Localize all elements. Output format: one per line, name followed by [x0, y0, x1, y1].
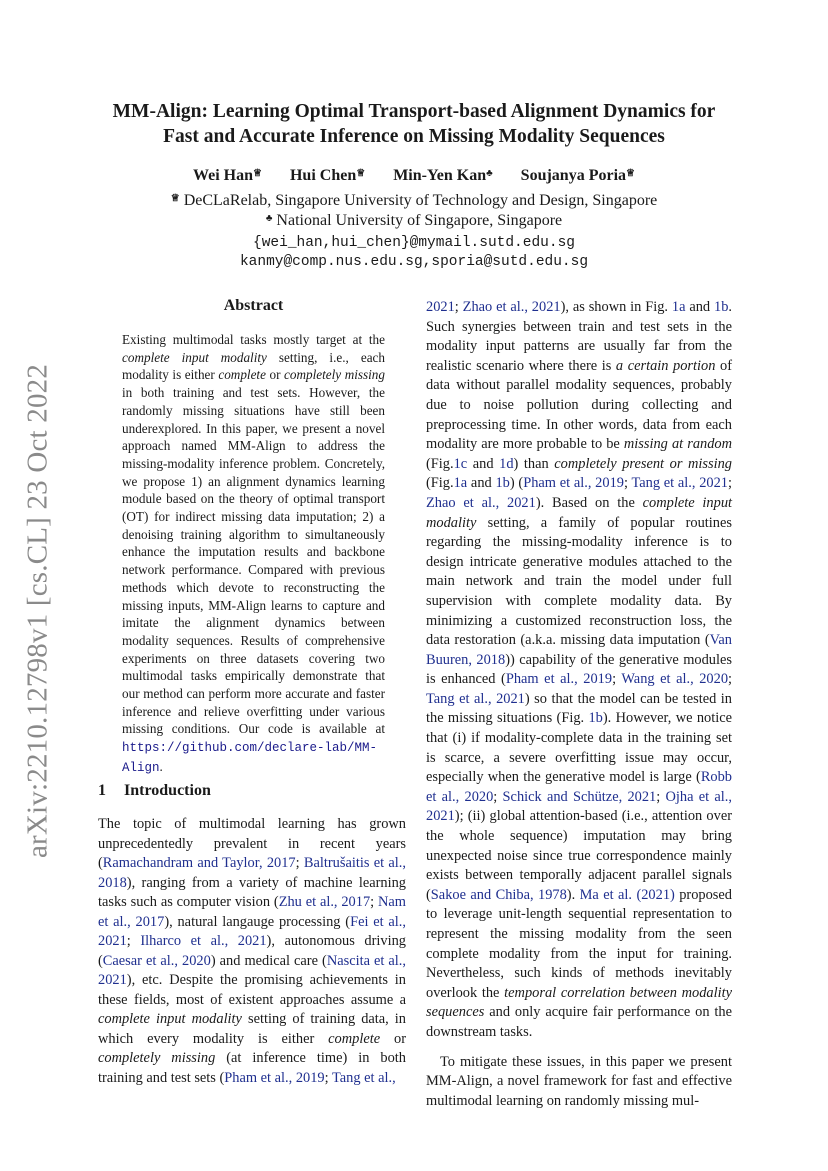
body-text: setting, a family of popular routines regarding the missing-modality inference is to design intricate generative modules attached to the main network and train the model under full supervision with complete modality data. By minimizing a customized reconstruction loss, the data restoration (a.k.a. missing data imputation ( — [426, 514, 732, 649]
body-text: ); (ii) global attention-based (i.e., attention over the whole sequence) imputation may bring unexpected noise since true correspondence mainly exists between temporally adjacent parallel signals ( — [426, 808, 732, 903]
author-affiliation-mark: ♕ — [253, 168, 262, 179]
body-text: and — [685, 299, 715, 315]
body-emphasis: complete input modality — [98, 1011, 242, 1027]
figure-ref-link[interactable]: 1b — [495, 475, 510, 492]
author — [521, 167, 635, 184]
body-emphasis: complete — [328, 1030, 381, 1047]
body-text: or — [380, 1030, 406, 1047]
body-text: (Fig. — [426, 475, 454, 492]
body-emphasis: complete input modality — [426, 494, 733, 531]
author — [290, 167, 365, 184]
citation-link[interactable]: Pham et al., 2019 — [523, 475, 624, 492]
body-text: ; — [295, 855, 304, 871]
abstract-emphasis: complete — [218, 367, 266, 383]
body-text: ), ranging from a variety of machine learning tasks such as computer vision ( — [98, 874, 406, 910]
body-text: ; — [728, 671, 733, 688]
body-emphasis: completely present or missing — [554, 455, 732, 472]
citation-link[interactable]: Pham et al., 2019 — [224, 1069, 325, 1086]
body-emphasis: completely missing — [98, 1050, 216, 1066]
citation-link[interactable]: Pham et al., 2019 — [505, 671, 613, 688]
abstract-emphasis: complete input modality — [122, 349, 267, 365]
citation-link[interactable]: Wang et al., 2020 — [621, 671, 729, 688]
body-text: ), as shown in Fig. — [560, 299, 672, 315]
figure-ref-link[interactable]: 1a — [453, 475, 468, 492]
body-text: )) capability of the generative modules is enhanced ( — [426, 651, 732, 688]
title-line-2: Fast and Accurate Inference on Missing Modality Sequences — [163, 126, 665, 147]
arxiv-sidebar-stamp — [18, 363, 58, 859]
abstract-emphasis: completely missing — [284, 367, 385, 383]
abstract-text: or — [265, 367, 285, 383]
section-heading-introduction — [98, 782, 211, 800]
abstract-text: . — [159, 758, 163, 774]
citation-link[interactable]: Caesar et al., 2020 — [102, 952, 211, 969]
citation-link[interactable]: Van Buuren, 2018 — [426, 632, 732, 668]
author-name: Soujanya Poria — [520, 167, 627, 184]
body-emphasis: a certain portion — [615, 357, 716, 374]
body-text: ). However, we notice that (i) if modality-complete data in the training set is scarce, a severe overfitting issue may occur, especially when the generative model is large ( — [426, 710, 732, 786]
intro-right-column — [426, 298, 732, 1121]
citation-link[interactable]: Baltrušaitis et al., 2018 — [98, 855, 406, 891]
body-text: ). Based on the — [535, 494, 643, 511]
citation-link[interactable]: Robb et al., 2020 — [426, 769, 732, 805]
title-line-1: MM-Align: Learning Optimal Transport-based Alignment Dynamics for — [112, 101, 716, 122]
citation-link[interactable]: Zhao et al., 2021 — [426, 494, 536, 511]
body-text: ; — [612, 671, 622, 688]
citation-link[interactable]: 2021 — [426, 299, 455, 315]
body-text: ) and medical care ( — [210, 952, 327, 969]
body-text: ), autonomous driving ( — [98, 933, 406, 969]
abstract-text: Existing multimodal tasks mostly target at the — [122, 332, 385, 347]
figure-ref-link[interactable]: 1b — [714, 299, 729, 315]
figure-ref-link[interactable]: 1b — [588, 710, 603, 727]
email-line-2: kanmy@comp.nus.edu.sg,sporia@sutd.edu.sg — [239, 254, 589, 270]
author-affiliation-mark: ♣ — [486, 168, 493, 179]
body-text: of data without parallel modality sequences, probably due to noise pollution during collecting and preprocessing time. In other words, data from each modality are more probable to be — [426, 357, 732, 453]
body-text: setting of training data, in which every modality is either — [98, 1011, 406, 1047]
author-affiliation-mark: ♕ — [626, 168, 635, 179]
body-emphasis: missing at random — [623, 436, 732, 453]
body-text: ; — [324, 1069, 332, 1086]
affiliation-mark: ♣ — [265, 213, 273, 224]
paper-title — [95, 99, 733, 149]
body-text: proposed to leverage unit-length sequential representation to represent the missing modality from the seen complete modality from the input for training. Nevertheless, such kinds of methods inevitably overlook the — [426, 886, 732, 1001]
figure-ref-link[interactable]: 1a — [671, 299, 686, 315]
section-title: Introduction — [124, 782, 211, 799]
body-text: ) ( — [509, 475, 524, 492]
citation-link[interactable]: Ojha et al., 2021 — [426, 788, 732, 825]
citation-link[interactable]: Zhu et al., 2017 — [278, 894, 371, 910]
body-emphasis: temporal correlation between modality sequences — [426, 984, 732, 1021]
body-text: The topic of multimodal learning has grown unprecedentedly prevalent in recent years ( — [98, 816, 406, 871]
author-name: Min-Yen Kan — [393, 167, 487, 184]
body-text: ), natural langauge processing ( — [164, 913, 351, 930]
body-text: ) than — [513, 455, 555, 472]
abstract-text: setting, i.e., each modality is either — [122, 349, 385, 383]
citation-link[interactable]: Zhao et al., 2021 — [462, 299, 561, 315]
code-repo-link[interactable]: https://github.com/declare-lab/MM-Align — [122, 741, 378, 775]
author-affiliation-mark: ♕ — [356, 168, 366, 179]
body-text: ; — [623, 475, 632, 492]
citation-link[interactable]: Tang et al., 2021 — [426, 690, 525, 707]
figure-ref-link[interactable]: 1c — [453, 455, 468, 472]
body-text: ; — [728, 475, 732, 492]
citation-link[interactable]: Schick and Schütze, 2021 — [502, 788, 657, 805]
affiliation-text: DeCLaRelab, Singapore University of Technology and Design, Singapore — [183, 192, 658, 209]
body-text: (Fig. — [426, 455, 454, 472]
body-text: ). — [566, 886, 580, 903]
citation-link[interactable]: Ma et al. (2021) — [579, 886, 675, 903]
citation-link[interactable]: Fei et al., 2021 — [98, 913, 406, 949]
body-text: . Such synergies between train and test sets in the modality input patterns are usually far from the realistic scenario where there is — [426, 299, 733, 374]
body-text: ; — [454, 299, 463, 315]
citation-link[interactable]: Ilharco et al., 2021 — [140, 933, 267, 949]
body-text: ), etc. Despite the promising achievements in these fields, most of existent approaches assume a — [98, 972, 406, 1008]
citation-link[interactable]: Nam et al., 2017 — [98, 894, 406, 930]
paragraph — [426, 298, 732, 1043]
author-name: Hui Chen — [289, 167, 357, 184]
figure-ref-link[interactable]: 1d — [499, 455, 514, 472]
author-name: Wei Han — [193, 167, 254, 184]
author — [193, 167, 262, 184]
abstract-heading: Abstract — [223, 297, 284, 314]
body-text: ; — [656, 788, 666, 805]
citation-link[interactable]: Ramachandram and Taylor, 2017 — [102, 855, 296, 871]
author — [393, 167, 492, 184]
email-line-1: {wei_han,hui_chen}@mymail.sutd.edu.sg — [253, 235, 575, 251]
body-text: and — [467, 455, 500, 472]
citation-link[interactable]: Sakoe and Chiba, 1978 — [430, 886, 567, 903]
citation-link[interactable]: Nascita et al., 2021 — [98, 952, 406, 988]
affiliation-mark: ♕ — [170, 193, 180, 204]
body-text: and only acquire fair performance on the downstream tasks. — [426, 1004, 732, 1040]
author-list — [95, 166, 733, 186]
body-text: (at inference time) in both training and test sets ( — [98, 1050, 406, 1086]
abstract-text: in both training and test sets. However, the randomly missing situations have still been underexplored. In this paper, we present a novel approach named MM-Align to address the missing-modality inference problem. Concretely, we propose 1) an alignment dynamics learning module based on the theory of optimal transport (OT) for indirect missing data imputation; 2) a denoising training algorithm to simultaneously enhance the imputation results and backbone network performance. Compared with previous methods which devote to reconstructing the missing inputs, MM-Align learns to capture and imitate the alignment dynamics between modality sequences. Results of comprehensive experiments on three datasets covering two multimodal tasks empirically demonstrate that our method can perform more accurate and faster inference and relieve overfitting under various missing conditions. Our code is available at — [122, 385, 385, 737]
paragraph: To mitigate these issues, in this paper we present MM-Align, a novel framework for fast and effective multimodal learning on randomly missing mul- — [426, 1053, 732, 1109]
body-text: and — [467, 475, 496, 492]
arxiv-id: arXiv:2210.12798v1 [cs.CL] 23 Oct 2022 — [21, 363, 54, 859]
section-number: 1 — [98, 782, 106, 799]
citation-link[interactable]: Tang et al., 2021 — [631, 475, 728, 492]
affiliation-2 — [95, 211, 733, 231]
citation-link[interactable]: Tang et al., — [331, 1069, 396, 1086]
body-text: ; — [370, 894, 378, 910]
body-text: ; — [126, 933, 141, 949]
intro-left-column — [98, 815, 406, 1088]
body-text: ; — [493, 788, 503, 805]
affiliation-text: National University of Singapore, Singapore — [276, 212, 563, 229]
abstract-body — [122, 331, 385, 778]
affiliation-1 — [95, 191, 733, 211]
body-text: ) so that the model can be tested in the missing situations (Fig. — [426, 690, 732, 727]
